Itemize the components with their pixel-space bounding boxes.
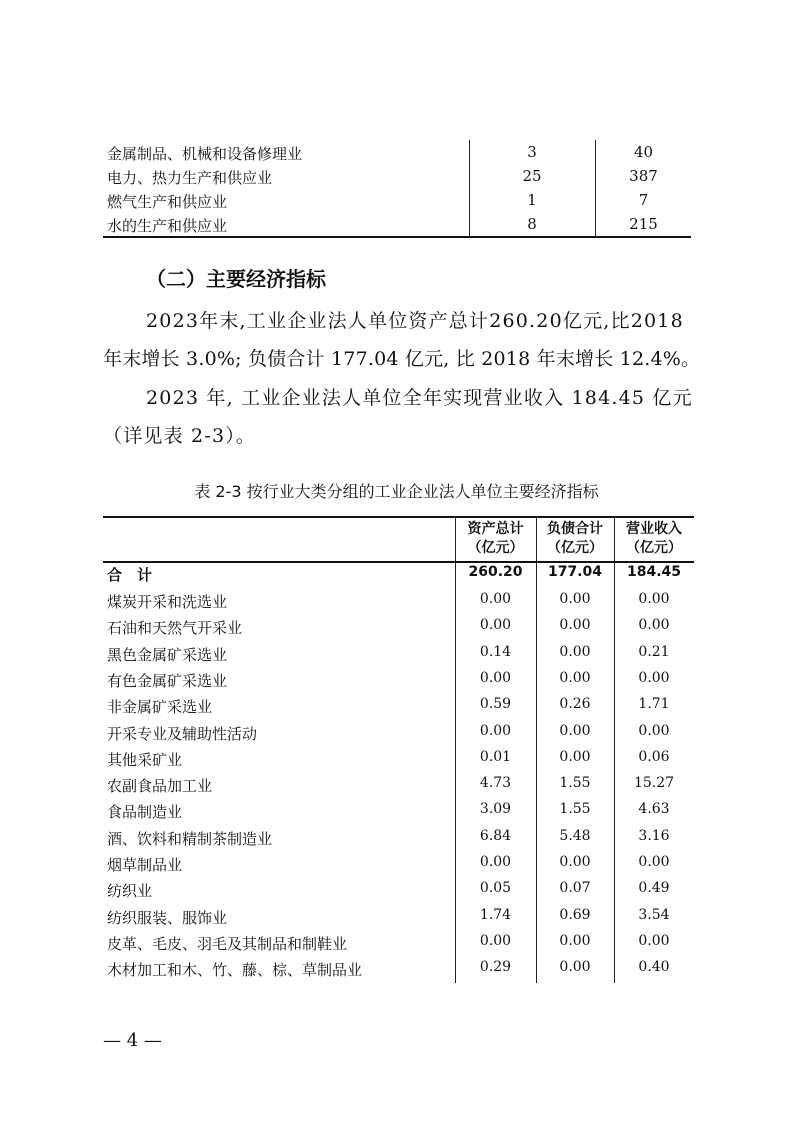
row-assets: 1.74	[479, 906, 512, 923]
row-name: 非金属矿采选业	[107, 698, 213, 717]
page-number: — 4 —	[103, 1030, 162, 1051]
row-value-b: 215	[629, 215, 658, 233]
table-row	[103, 771, 694, 797]
total-liabilities: 177.04	[547, 564, 603, 580]
row-liabilities: 0.00	[559, 959, 591, 976]
row-revenue: 15.27	[633, 775, 675, 792]
row-assets: 0.59	[479, 696, 512, 713]
row-liabilities: 0.00	[559, 748, 591, 765]
table-row	[103, 876, 694, 902]
row-liabilities: 0.00	[559, 932, 591, 949]
row-liabilities: 0.00	[559, 722, 591, 739]
row-revenue: 0.40	[638, 959, 670, 976]
row-revenue: 0.00	[638, 669, 670, 686]
row-liabilities: 0.69	[559, 906, 591, 923]
table-top-rule	[103, 516, 694, 518]
row-name: 皮革、毛皮、羽毛及其制品和制鞋业	[107, 934, 348, 953]
row-assets: 3.09	[479, 801, 512, 818]
total-label: 合 计	[107, 566, 153, 584]
row-name: 有色金属矿采选业	[107, 671, 228, 690]
row-liabilities: 5.48	[559, 827, 591, 844]
row-assets: 0.29	[479, 959, 512, 976]
continued-table	[103, 140, 691, 236]
total-revenue: 184.45	[626, 564, 682, 580]
row-name: 水的生产和供应业	[107, 217, 228, 235]
row-liabilities: 0.00	[559, 854, 591, 870]
row-revenue: 1.71	[638, 696, 670, 713]
total-row	[103, 561, 694, 587]
row-liabilities: 0.26	[559, 696, 591, 713]
row-name: 金属制品、机械和设备修理业	[107, 145, 303, 163]
table-row	[103, 140, 691, 164]
paragraph-line: （详见表 2-3）。	[103, 425, 257, 447]
table-row	[103, 955, 694, 981]
row-assets: 0.05	[479, 880, 512, 897]
table-row	[103, 903, 694, 929]
paragraph-line: 年末增长 3.0%; 负债合计 177.04 亿元, 比 2018 年末增长 12.4%。	[103, 348, 701, 370]
row-value-a: 8	[527, 215, 537, 233]
paragraph-line: 2023 年, 工业企业法人单位全年实现营业收入 184.45 亿元	[146, 387, 693, 409]
row-revenue: 3.54	[638, 906, 670, 923]
table-row	[103, 212, 691, 236]
row-value-a: 25	[522, 167, 542, 185]
header-revenue: 营业收入 （亿元）	[626, 521, 682, 556]
row-assets: 0.00	[479, 722, 512, 739]
table-row	[103, 587, 694, 613]
table-row	[103, 640, 694, 666]
row-assets: 4.73	[479, 775, 512, 792]
table-row	[103, 666, 694, 692]
row-value-b: 40	[633, 143, 654, 161]
row-value-a: 3	[527, 143, 537, 161]
row-revenue: 0.06	[638, 748, 670, 765]
row-assets: 0.14	[479, 643, 512, 660]
row-liabilities: 0.07	[559, 880, 591, 897]
row-name: 其他采矿业	[107, 750, 183, 769]
table-title: 表 2-3 按行业大类分组的工业企业法人单位主要经济指标	[194, 482, 599, 501]
row-assets: 0.00	[479, 617, 512, 634]
table-row	[103, 692, 694, 718]
row-assets: 0.01	[479, 748, 512, 765]
table-row	[103, 164, 691, 188]
row-revenue: 3.16	[638, 827, 670, 844]
row-liabilities: 0.00	[559, 669, 591, 686]
row-value-a: 1	[527, 191, 537, 209]
row-name: 烟草制品业	[107, 856, 183, 874]
row-value-b: 387	[629, 167, 658, 185]
table-row	[103, 824, 694, 850]
row-name: 燃气生产和供应业	[107, 193, 228, 211]
row-name: 石油和天然气开采业	[107, 619, 243, 638]
table-row	[103, 188, 691, 212]
row-liabilities: 0.00	[559, 617, 591, 634]
row-revenue: 4.63	[638, 801, 670, 818]
row-value-b: 7	[638, 191, 649, 209]
section-title: （二）主要经济指标	[146, 267, 326, 291]
header-assets: 资产总计 （亿元）	[467, 521, 524, 556]
row-name: 纺织服装、服饰业	[107, 908, 228, 927]
row-revenue: 0.00	[638, 854, 670, 870]
row-assets: 6.84	[479, 827, 512, 844]
table-bottom-rule	[103, 236, 691, 238]
row-name: 酒、饮料和精制茶制造业	[107, 829, 273, 848]
row-name: 木材加工和木、竹、藤、棕、草制品业	[107, 961, 363, 980]
row-revenue: 0.00	[638, 932, 670, 949]
row-assets: 0.00	[479, 591, 512, 607]
row-name: 煤炭开采和洗选业	[107, 593, 228, 611]
row-name: 食品制造业	[107, 803, 183, 822]
row-assets: 0.00	[479, 932, 512, 949]
row-liabilities: 0.00	[559, 591, 591, 607]
row-liabilities: 1.55	[559, 801, 591, 818]
row-assets: 0.00	[479, 854, 512, 870]
paragraph-line: 2023年末,工业企业法人单位资产总计260.20亿元,比2018	[146, 310, 684, 332]
table-row	[103, 929, 694, 955]
row-revenue: 0.00	[638, 617, 670, 634]
row-revenue: 0.49	[638, 880, 670, 897]
row-name: 电力、热力生产和供应业	[107, 169, 273, 187]
row-name: 开采专业及辅助性活动	[107, 724, 258, 743]
row-name: 农副食品加工业	[107, 777, 213, 796]
table-row	[103, 719, 694, 745]
row-liabilities: 1.55	[559, 775, 591, 792]
header-liabilities: 负债合计 （亿元）	[547, 521, 603, 556]
table-row	[103, 745, 694, 771]
row-assets: 0.00	[479, 669, 512, 686]
table-row	[103, 850, 694, 876]
row-revenue: 0.00	[638, 722, 670, 739]
row-name: 纺织业	[107, 882, 153, 901]
total-assets: 260.20	[468, 564, 523, 580]
row-revenue: 0.21	[638, 643, 670, 660]
row-name: 黑色金属矿采选业	[107, 645, 228, 664]
table-row	[103, 797, 694, 823]
row-liabilities: 0.00	[559, 643, 591, 660]
row-revenue: 0.00	[638, 591, 670, 607]
table-row	[103, 613, 694, 639]
